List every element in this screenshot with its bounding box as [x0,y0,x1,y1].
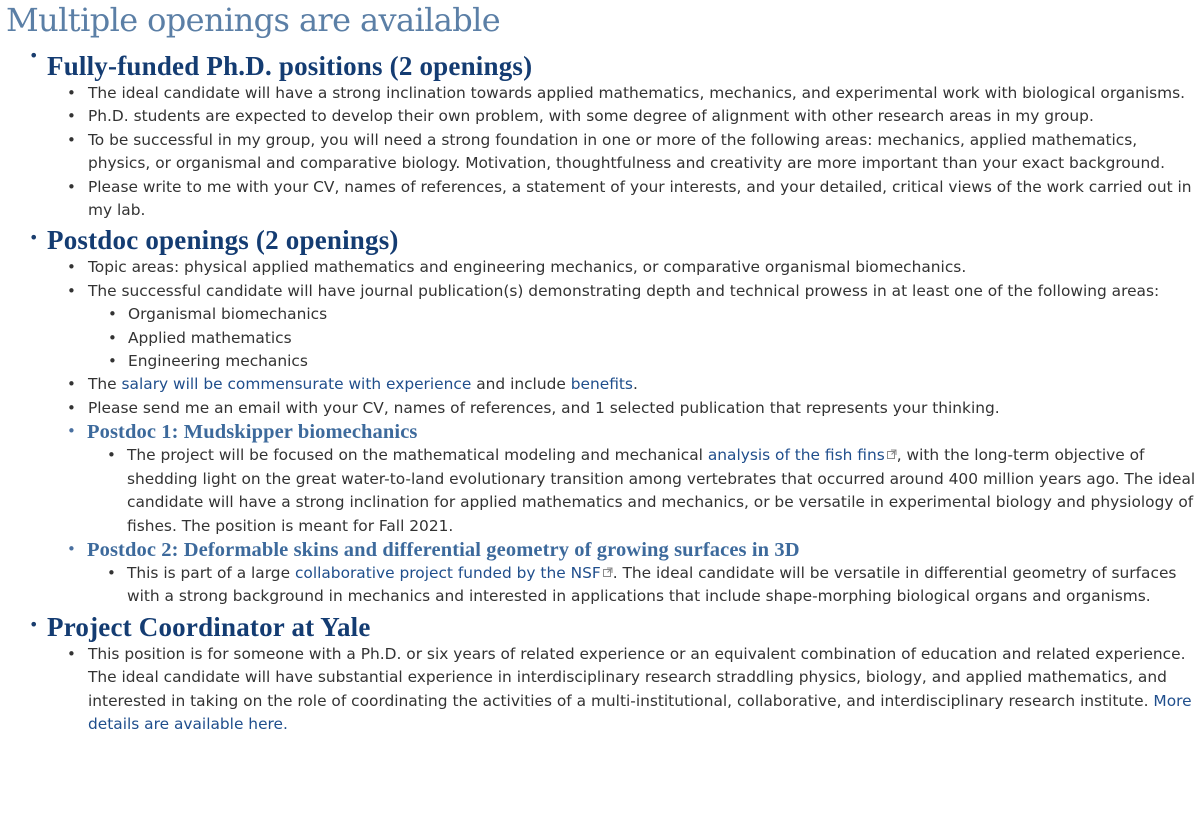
external-link-icon [603,567,613,577]
external-link-icon [887,449,897,459]
salary-middle: and include [471,375,571,394]
postdoc-bullets [47,256,1200,608]
list-item: • Please send me an email with your CV, names of references, and 1 selected publication that represents your thinking. [47,397,1200,420]
postdoc1-title: • Postdoc 1: Mudskipper biomechanics [87,421,418,444]
postdoc2-bullets [87,562,1200,609]
pd2-prefix: This is part of a large [127,563,295,582]
pd2-suffix: . The ideal candidate will be versatile in differential geometry of surfaces with a strong background in mechanics and interested in applications that include shape-morphing biological organs and organisms. [127,563,1177,606]
list-item: • Engineering mechanics [88,350,1200,373]
list-item: • Please write to me with your CV, names of references, a statement of your interests, and your detailed, critical views of the work carried out in my lab. [47,176,1200,223]
list-item [87,444,1200,538]
pd1-suffix: , with the long-term objective of shedding light on the great water-to-land evolutionary transition among vertebrates that occurred around 400 million years ago. The ideal candidate will have a strong inclination for applied mathematics and mechanics, or be versatile in experimental biology and physiology of fishes. The position is meant for Fall 2021. [127,446,1196,535]
list-item [47,280,1200,374]
phd-bullets [47,82,1200,222]
fish-fins-link-text: analysis of the fish fins [707,446,885,465]
salary-link[interactable]: salary will be commensurate with experience [121,375,472,394]
postdoc-section-title: • Postdoc openings (2 openings) [47,225,399,256]
list-item [6,222,1200,608]
nsf-link-text: collaborative project funded by the NSF [294,563,601,582]
list-item: • Topic areas: physical applied mathematics and engineering mechanics, or comparative organismal biomechanics. [47,256,1200,279]
candidate-text: The successful candidate will have journal publication(s) demonstrating depth and technical prowess in at least one of the following areas: [88,281,1160,300]
postdoc1-bullets [87,444,1200,538]
salary-prefix: The [88,375,122,394]
list-item: • Applied mathematics [88,327,1200,350]
list-item [47,643,1200,737]
list-item: • To be successful in my group, you will need a strong foundation in one or more of the following areas: mechanics, applied mathematics, physics, or organismal and comparative biology. Motivation, thoughtfulness and creativity are more important than your exact background. [47,129,1200,176]
coordinator-section-title: • Project Coordinator at Yale [47,611,371,642]
coordinator-text: This position is for someone with a Ph.D. or six years of related experience or an equivalent combination of education and related experience. The ideal candidate will have substantial experience in interdisciplinary research straddling physics, biology, and applied mathematics, and interested in taking on the role of coordinating the activities of a multi-institutional, collaborative, and interdisciplinary research institute. [88,644,1186,710]
more-details-link[interactable]: More details are available here. [88,691,1192,733]
list-item [47,420,1200,538]
openings-list [6,40,1200,736]
nsf-project-link[interactable] [295,564,613,582]
page-title: Multiple openings are available [6,1,501,39]
salary-suffix: . [632,375,638,394]
coordinator-bullets [47,643,1200,737]
postdoc2-title: • Postdoc 2: Deformable skins and differential geometry of growing surfaces in 3D [87,538,800,561]
benefits-link[interactable]: benefits [570,375,633,394]
list-item [47,373,1200,396]
list-item [87,562,1200,609]
list-item: • The ideal candidate will have a strong inclination towards applied mathematics, mechanics, and experimental work with biological organisms. [47,82,1200,105]
list-item [6,40,1200,222]
list-item: • Ph.D. students are expected to develop their own problem, with some degree of alignment with other research areas in my group. [47,105,1200,128]
phd-section-title: • Fully-funded Ph.D. positions (2 openings) [47,51,533,81]
list-item: • Organismal biomechanics [88,303,1200,326]
list-item [47,538,1200,609]
pd1-prefix: The project will be focused on the mathematical modeling and mechanical [127,446,708,465]
areas-list [88,303,1200,373]
list-item [6,609,1200,737]
fish-fins-link[interactable] [708,446,897,464]
